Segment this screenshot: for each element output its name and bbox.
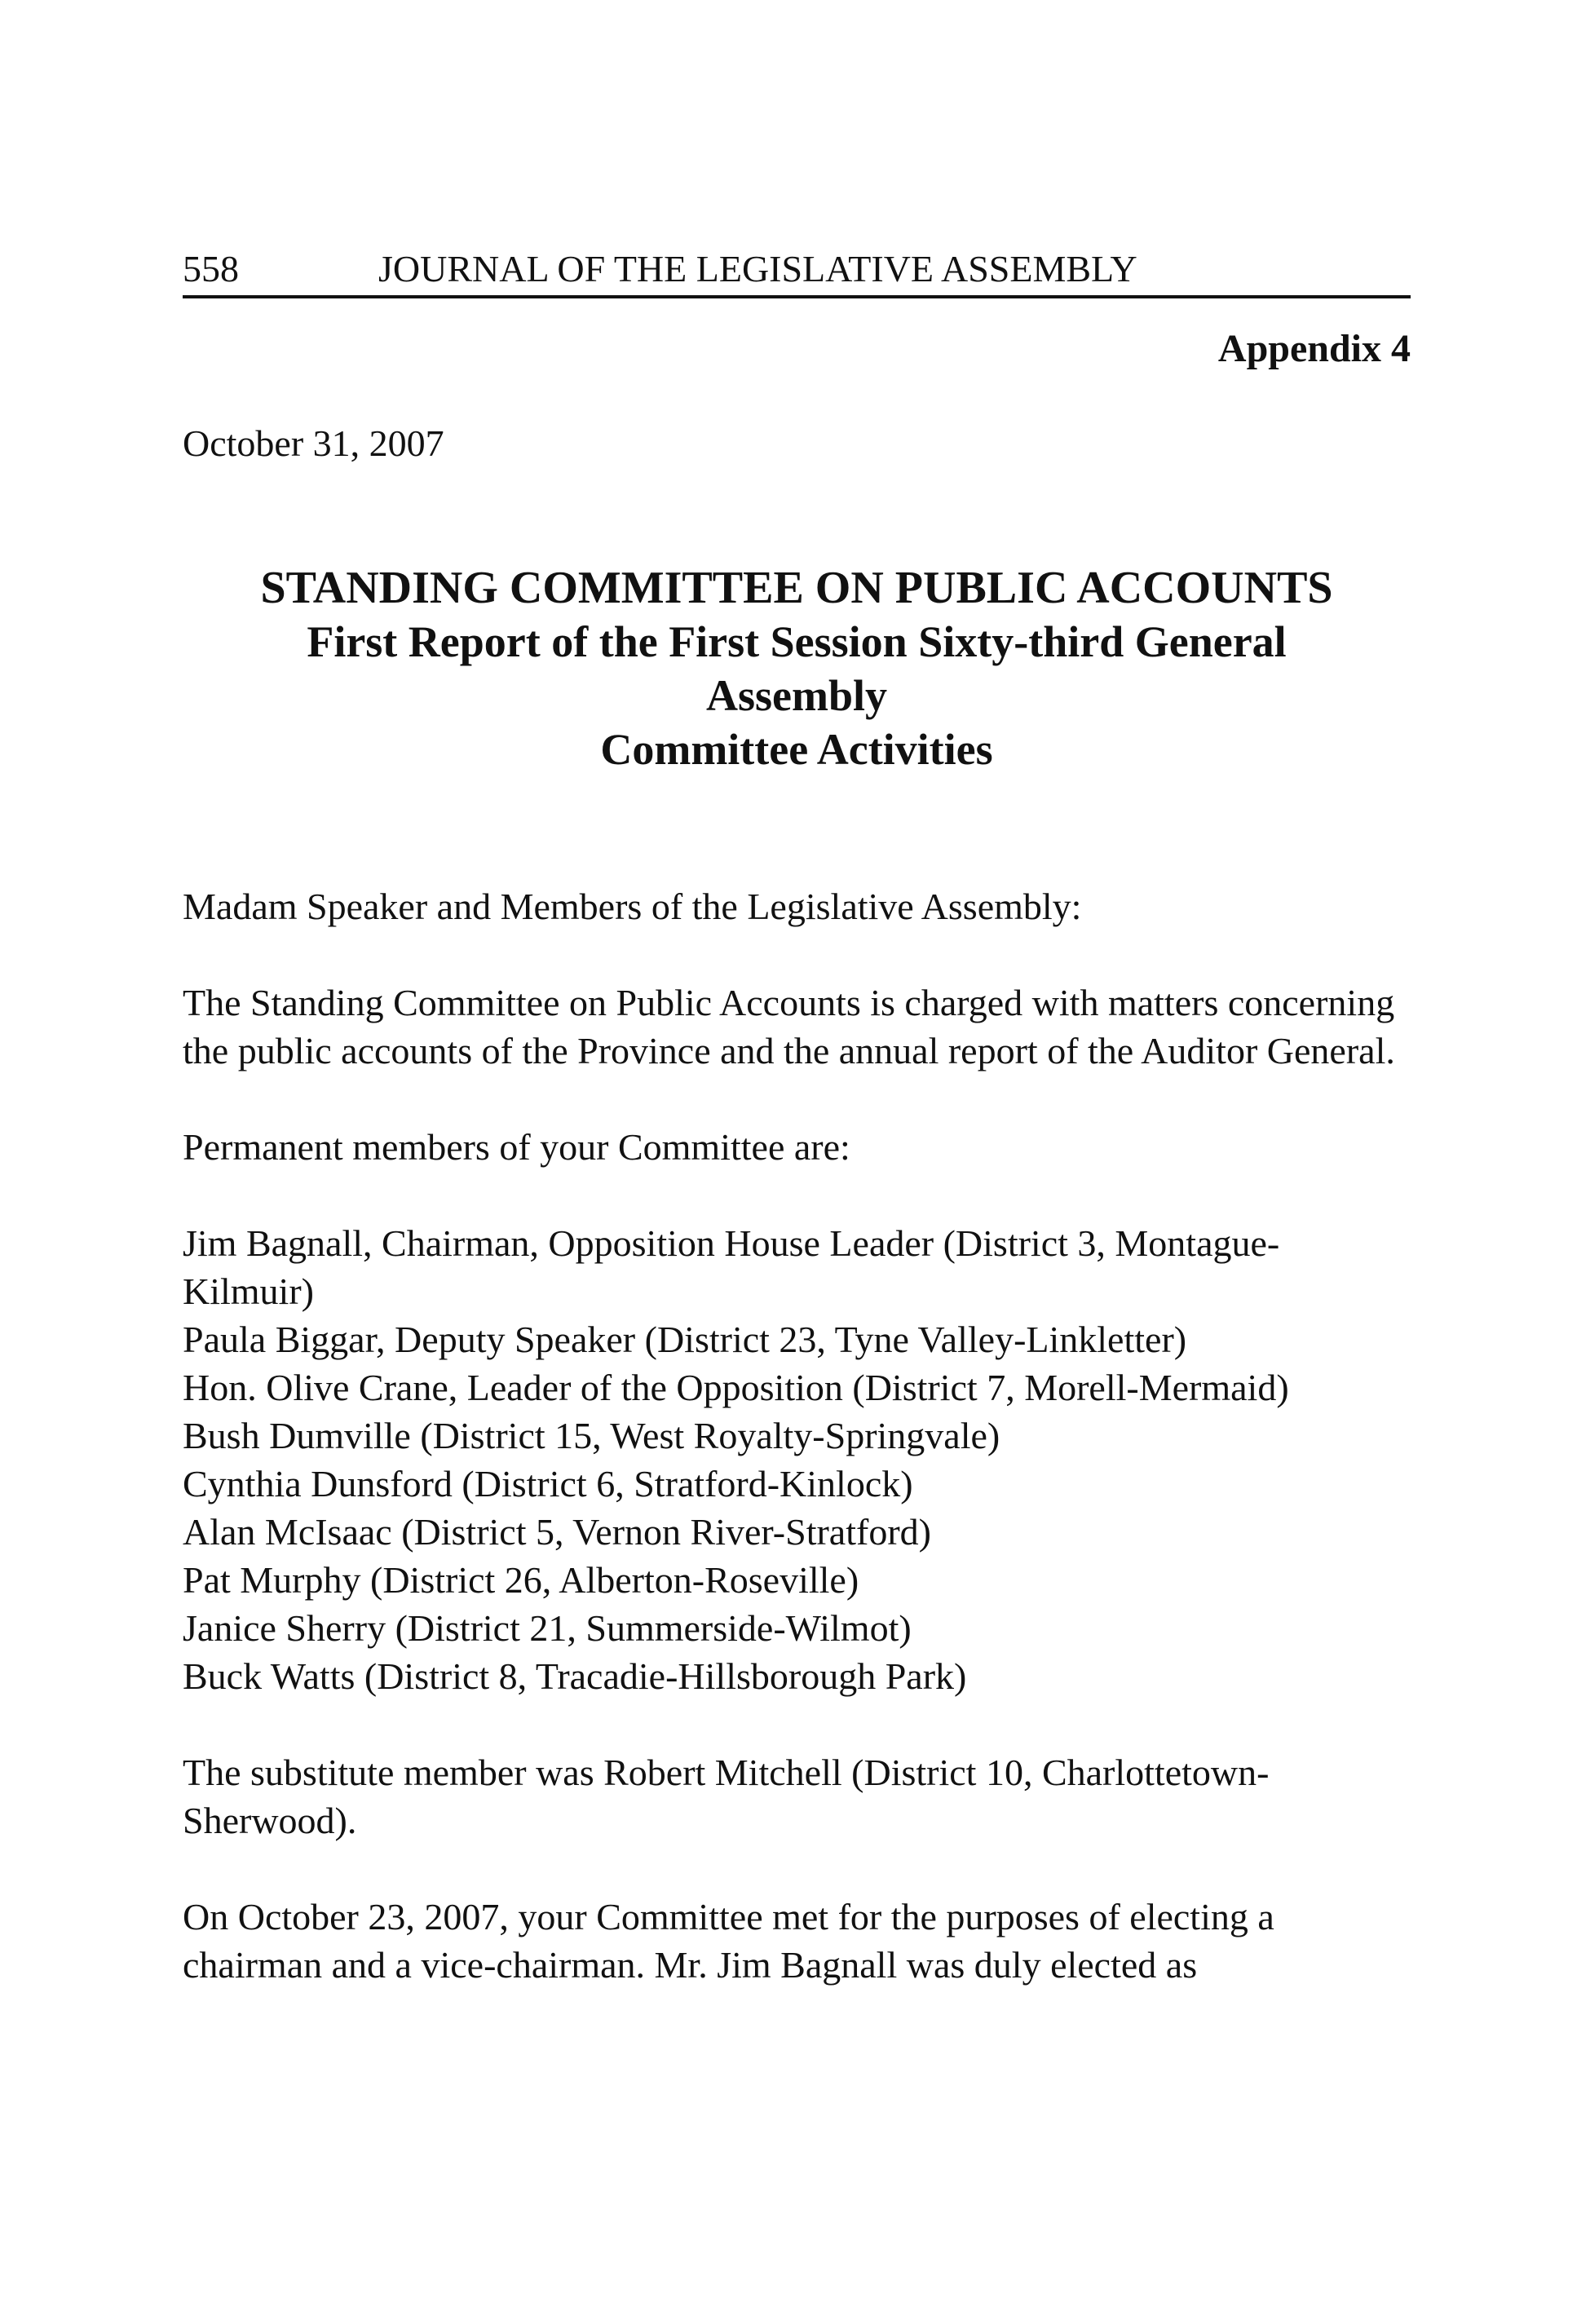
running-head (183, 243, 1411, 298)
page-number: 558 (183, 248, 239, 289)
report-body (183, 882, 1411, 2037)
member-item: Jim Bagnall, Chairman, Opposition House Leader (District 3, Montague-Kilmuir) (183, 1222, 1280, 1312)
journal-title: JOURNAL OF THE LEGISLATIVE ASSEMBLY (378, 248, 1137, 289)
mandate-paragraph: The Standing Committee on Public Accounts is charged with matters concerning the public accounts of the Province and the annual report of the Auditor General. (183, 982, 1395, 1071)
report-date: October 31, 2007 (183, 422, 444, 464)
member-item: Hon. Olive Crane, Leader of the Opposition (District 7, Morell-Mermaid) (183, 1367, 1289, 1408)
member-item: Buck Watts (District 8, Tracadie-Hillsborough Park) (183, 1655, 967, 1697)
election-paragraph: On October 23, 2007, your Committee met for the purposes of electing a chairman and a vice-chairman. Mr. Jim Bagnall was duly elected as (183, 1896, 1274, 1986)
member-item: Cynthia Dunsford (District 6, Stratford-Kinlock) (183, 1463, 913, 1504)
appendix-label: Appendix 4 (1217, 327, 1411, 370)
member-item: Paula Biggar, Deputy Speaker (District 23, Tyne Valley-Linkletter) (183, 1319, 1187, 1360)
substitute-paragraph: The substitute member was Robert Mitchell (District 10, Charlottetown-Sherwood). (183, 1752, 1270, 1841)
document-page (183, 0, 1411, 2324)
member-item: Pat Murphy (District 26, Alberton-Roseville) (183, 1559, 859, 1601)
committee-title: STANDING COMMITTEE ON PUBLIC ACCOUNTS (260, 563, 1333, 613)
member-item: Bush Dumville (District 15, West Royalty-Springvale) (183, 1415, 1000, 1456)
section-heading: Committee Activities (600, 725, 993, 774)
report-subtitle: First Report of the First Session Sixty-third General Assembly (307, 617, 1287, 720)
salutation: Madam Speaker and Members of the Legislative Assembly: (183, 886, 1082, 927)
member-item: Alan McIsaac (District 5, Vernon River-Stratford) (183, 1511, 931, 1553)
member-item: Janice Sherry (District 21, Summerside-Wilmot) (183, 1607, 912, 1649)
member-list (183, 1219, 1411, 1700)
members-intro: Permanent members of your Committee are: (183, 1126, 850, 1168)
title-block (183, 561, 1411, 776)
